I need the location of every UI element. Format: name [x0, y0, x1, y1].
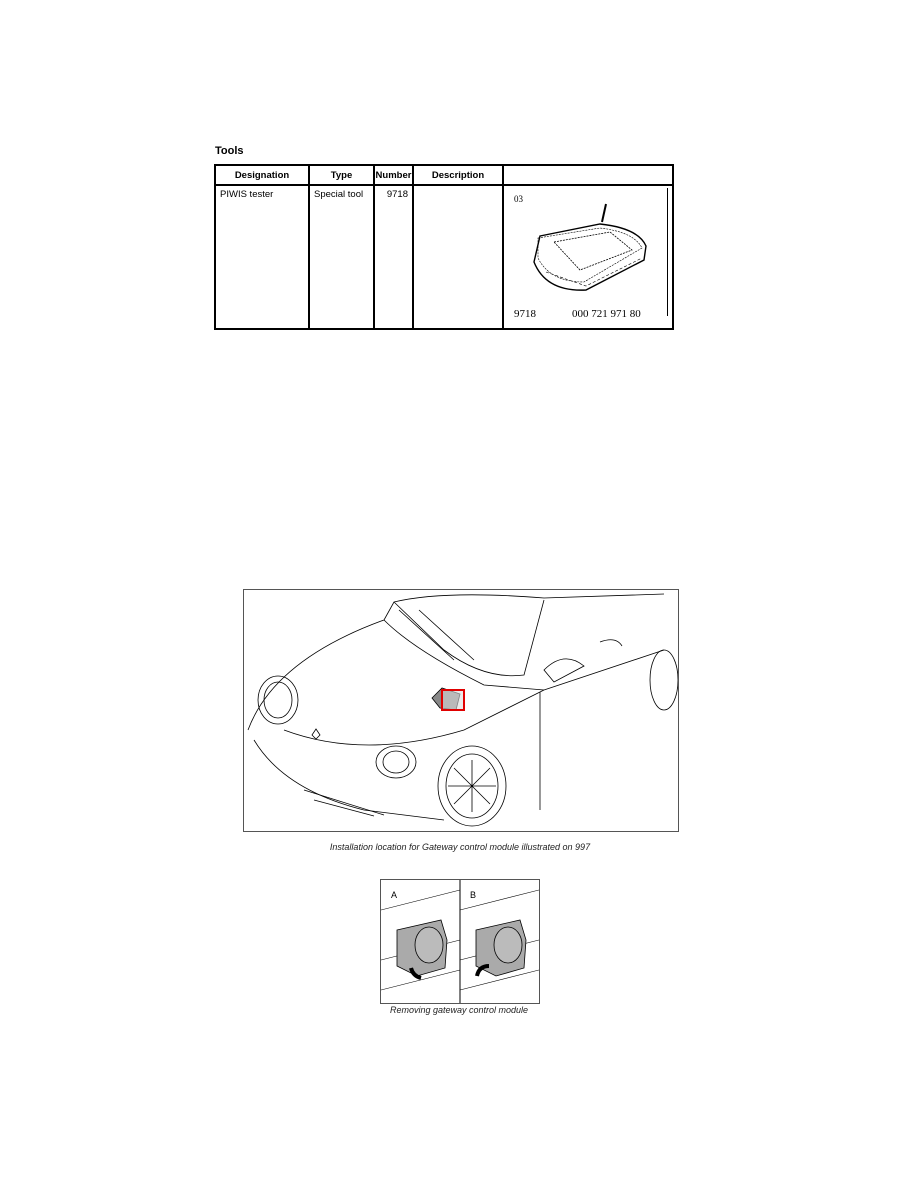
piwis-tester-illustration	[504, 188, 672, 320]
cell-number: 9718	[374, 185, 413, 329]
image-divider	[667, 188, 668, 316]
col-header-image	[503, 165, 673, 185]
tool-image-code: 03	[514, 194, 523, 204]
table-row	[215, 185, 673, 329]
cell-description	[413, 185, 503, 329]
figure-car-installation-location	[243, 589, 679, 832]
col-header-type: Type	[309, 165, 374, 185]
tools-table	[214, 164, 674, 330]
cell-designation: PIWIS tester	[215, 185, 309, 329]
figure-removing-module	[380, 879, 540, 1004]
car-line-drawing	[244, 590, 678, 831]
tool-image-number: 9718	[514, 308, 536, 320]
figure-caption-installation: Installation location for Gateway control module illustrated on 997	[329, 842, 591, 852]
cell-tool-image	[503, 185, 673, 329]
table-header-row	[215, 165, 673, 185]
section-title-tools: Tools	[215, 145, 244, 157]
module-removal-drawing	[381, 880, 539, 1003]
figure-caption-removing: Removing gateway control module	[389, 1005, 529, 1015]
gateway-module-highlight	[442, 690, 464, 710]
cell-type: Special tool	[309, 185, 374, 329]
col-header-designation: Designation	[215, 165, 309, 185]
tablet-device-icon	[526, 202, 656, 302]
panel-label-b: B	[470, 890, 477, 900]
col-header-number: Number	[374, 165, 413, 185]
panel-label-a: A	[391, 890, 398, 900]
col-header-description: Description	[413, 165, 503, 185]
tool-image-part-number: 000 721 971 80	[572, 308, 641, 320]
